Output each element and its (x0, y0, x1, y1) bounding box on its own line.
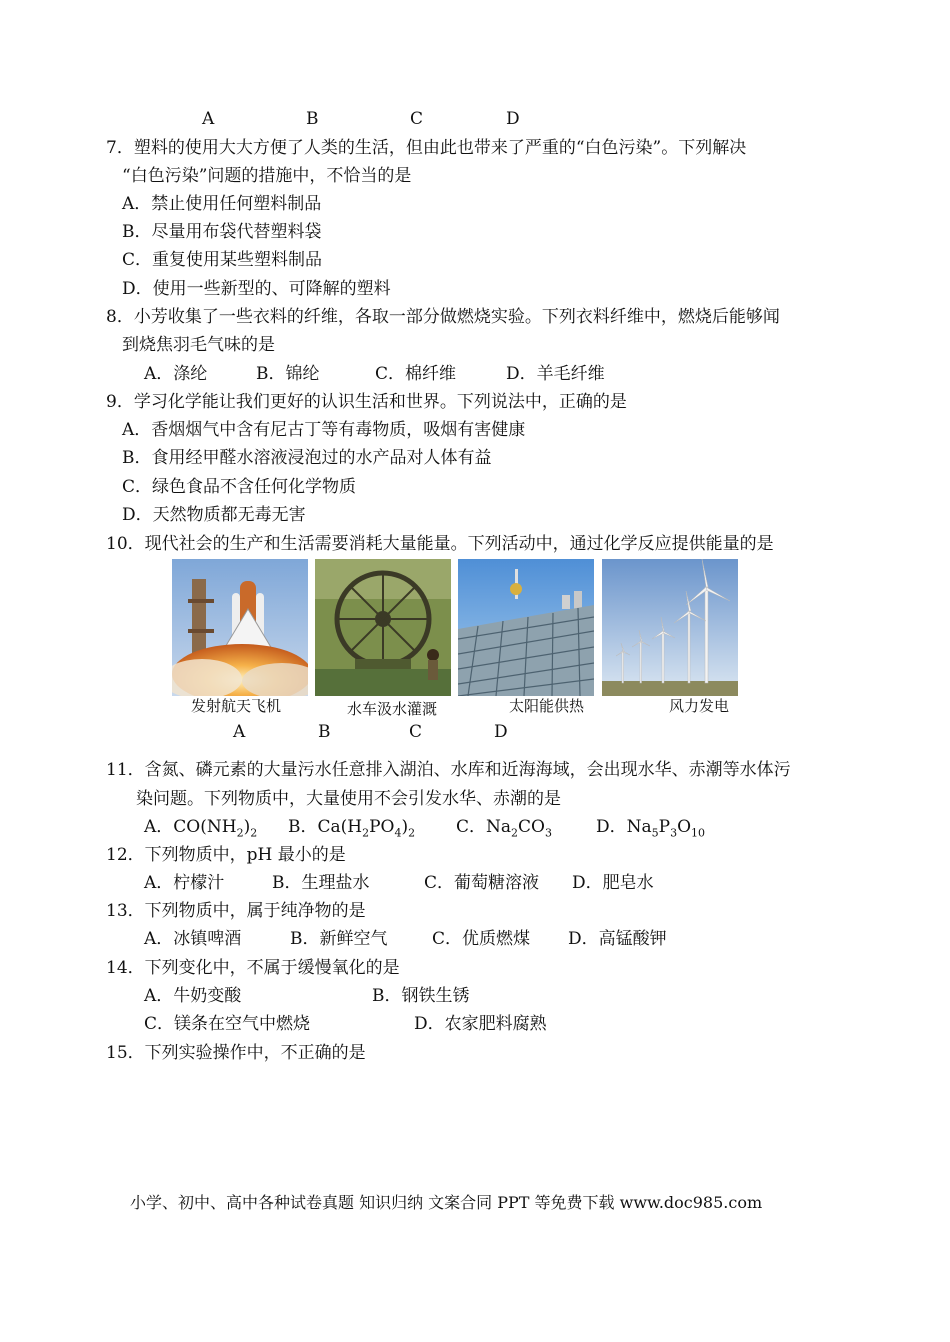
caption-solar-heating: 太阳能供热 (509, 697, 585, 715)
q8-option-b: B．锦纶 (256, 364, 320, 384)
q12-option-c: C．葡萄糖溶液 (424, 873, 540, 893)
q14-option-b: B．钢铁生锈 (372, 986, 470, 1006)
q6-letter-d: D (506, 109, 520, 129)
q9-option-c: C．绿色食品不含任何化学物质 (122, 477, 357, 497)
q7-option-a: A．禁止使用任何塑料制品 (122, 194, 322, 214)
water-wheel-photo (315, 559, 451, 696)
q11-option-d: D．$Na_5P_3O_{10}$ (596, 817, 706, 840)
q10-stem: 10．现代社会的生产和生活需要消耗大量能量。下列活动中，通过化学反应提供能量的是 (106, 534, 774, 554)
caption-shuttle-launch: 发射航天飞机 (191, 697, 282, 715)
q13-option-c: C．优质燃煤 (432, 929, 531, 949)
q14-stem: 14．下列变化中，不属于缓慢氧化的是 (106, 958, 400, 978)
q11-stem-line2: 染问题。下列物质中，大量使用不会引发水华、赤潮的是 (136, 789, 561, 809)
q10-letter-c: C (409, 722, 423, 742)
q9-stem: 9．学习化学能让我们更好的认识生活和世界。下列说法中，正确的是 (106, 392, 627, 412)
q8-stem-line1: 8．小芳收集了一些衣料的纤维，各取一部分做燃烧实验。下列衣料纤维中，燃烧后能够闻 (106, 307, 780, 327)
q8-option-d: D．羊毛纤维 (506, 364, 605, 384)
q7-option-c: C．重复使用某些塑料制品 (122, 250, 323, 270)
q9-option-b: B．食用经甲醛水溶液浸泡过的水产品对人体有益 (122, 448, 492, 468)
q13-stem: 13．下列物质中，属于纯净物的是 (106, 901, 366, 921)
q12-option-a: A．柠檬汁 (144, 873, 225, 893)
q8-stem-line2: 到烧焦羽毛气味的是 (122, 335, 275, 355)
caption-wind-power: 风力发电 (669, 697, 730, 715)
q10-letter-a: A (233, 722, 246, 742)
q11-stem-line1: 11．含氮、磷元素的大量污水任意排入湖泊、水库和近海海域，会出现水华、赤潮等水体污 (106, 760, 791, 780)
q14-option-c: C．镁条在空气中燃烧 (144, 1014, 311, 1034)
q8-option-c: C．棉纤维 (375, 364, 457, 384)
q8-option-a: A．涤纶 (144, 364, 208, 384)
q13-option-a: A．冰镇啤酒 (144, 929, 242, 949)
q12-option-b: B．生理盐水 (272, 873, 370, 893)
q11-option-a: A．$CO(NH_2)_2$ (144, 817, 258, 840)
q13-option-b: B．新鲜空气 (290, 929, 388, 949)
q11-option-b: B．$Ca(H_2PO_4)_2$ (288, 817, 416, 840)
wind-power-photo (602, 559, 738, 696)
page-footer: 小学、初中、高中各种试卷真题 知识归纳 文案合同 PPT 等免费下载 www.doc985.com (130, 1193, 763, 1212)
solar-heating-photo (458, 559, 594, 696)
q10-letter-b: B (318, 722, 331, 742)
q6-letter-a: A (202, 109, 215, 129)
q10-letter-d: D (494, 722, 508, 742)
q12-option-d: D．肥皂水 (572, 873, 654, 893)
q7-option-d: D．使用一些新型的、可降解的塑料 (122, 279, 391, 299)
q7-option-b: B．尽量用布袋代替塑料袋 (122, 222, 322, 242)
q7-stem-line2: “白色污染”问题的措施中，不恰当的是 (122, 166, 412, 186)
q14-option-d: D．农家肥料腐熟 (414, 1014, 547, 1034)
q6-letter-b: B (306, 109, 319, 129)
q11-option-c: C．$Na_2CO_3$ (456, 817, 552, 840)
caption-water-wheel: 水车汲水灌溉 (347, 700, 438, 718)
q12-stem: 12．下列物质中，pH 最小的是 (106, 845, 346, 865)
q9-option-a: A．香烟烟气中含有尼古丁等有毒物质，吸烟有害健康 (122, 420, 526, 440)
q13-option-d: D．高锰酸钾 (568, 929, 667, 949)
q6-letter-c: C (410, 109, 424, 129)
q7-stem-line1: 7．塑料的使用大大方便了人类的生活，但由此也带来了严重的“白色污染”。下列解决 (106, 138, 747, 158)
q15-stem: 15．下列实验操作中，不正确的是 (106, 1043, 366, 1063)
q9-option-d: D．天然物质都无毒无害 (122, 505, 306, 525)
q14-option-a: A．牛奶变酸 (144, 986, 242, 1006)
shuttle-launch-photo (172, 559, 308, 696)
